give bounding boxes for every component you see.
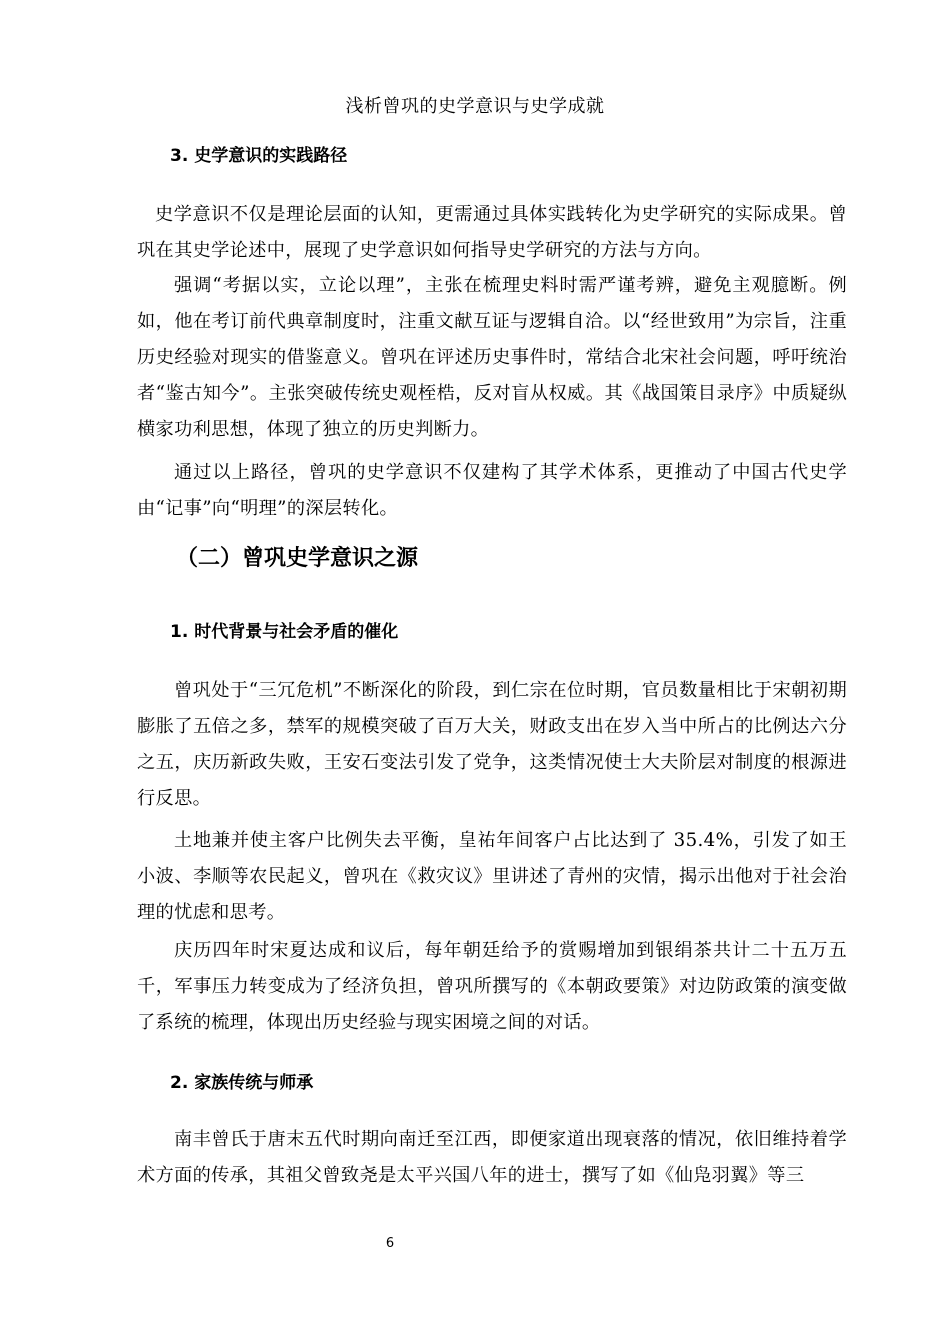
running-header: 浅析曾巩的史学意识与史学成就 — [345, 96, 605, 117]
paragraph-song-xia-treaty: 庆历四年时宋夏达成和议后，每年朝廷给予的赏赐增加到银绢茶共计二十五万五千，军事压力转变成为了经济负担，曾巩所撰写的《本朝政要策》对边防政策的演变做了系统的梳理，体现出历史经验与现实困境之间的对话。 — [137, 940, 847, 1033]
paragraph-three-redundancies: 曾巩处于“三冗危机”不断深化的阶段，到仁宗在位时期，官员数量相比于宋朝初期膨胀了五倍之多，禁军的规模突破了百万大关，财政支出在岁入当中所占的比例达六分之五，庆历新政失败，王安石变法引发了党争，这类情况使士大夫阶层对制度的根源进行反思。 — [137, 680, 847, 809]
section-heading-era-background: 1. 时代背景与社会矛盾的催化 — [170, 622, 399, 642]
paragraph-land-annexation: 土地兼并使主客户比例失去平衡，皇祐年间客户占比达到了 35.4%，引发了如王小波、李顺等农民起义，曾巩在《救灾议》里讲述了青州的灾情，揭示出他对于社会治理的忧虑和思考。 — [137, 830, 847, 923]
section-heading-practice-path: 3. 史学意识的实践路径 — [170, 146, 348, 166]
page-number: 6 — [385, 1236, 395, 1251]
paragraph-practice-intro: 史学意识不仅是理论层面的认知，更需通过具体实践转化为史学研究的实际成果。曾巩在其史学论述中，展现了史学意识如何指导史学研究的方法与方向。 — [137, 204, 847, 261]
paragraph-practice-conclusion: 通过以上路径，曾巩的史学意识不仅建构了其学术体系，更推动了中国古代史学由“记事”向“明理”的深层转化。 — [137, 462, 847, 519]
paragraph-practice-methods: 强调“考据以实，立论以理”，主张在梳理史料时需严谨考辨，避免主观臆断。例如，他在考订前代典章制度时，注重文献互证与逻辑自洽。以“经世致用”为宗旨，注重历史经验对现实的借鉴意义。曾巩在评述历史事件时，常结合北宋社会问题，呼吁统治者“鉴古知今”。主张突破传统史观桎梏，反对盲从权威。其《战国策目录序》中质疑纵横家功利思想，体现了独立的历史判断力。 — [137, 275, 847, 440]
chapter-heading-sources: （二）曾巩史学意识之源 — [176, 546, 419, 571]
paragraph-nanfeng-zeng-clan: 南丰曾氏于唐末五代时期向南迁至江西，即便家道出现衰落的情况，依旧维持着学术方面的传承，其祖父曾致尧是太平兴国八年的进士，撰写了如《仙凫羽翼》等三 — [137, 1129, 847, 1186]
section-heading-family-tradition: 2. 家族传统与师承 — [170, 1073, 314, 1093]
